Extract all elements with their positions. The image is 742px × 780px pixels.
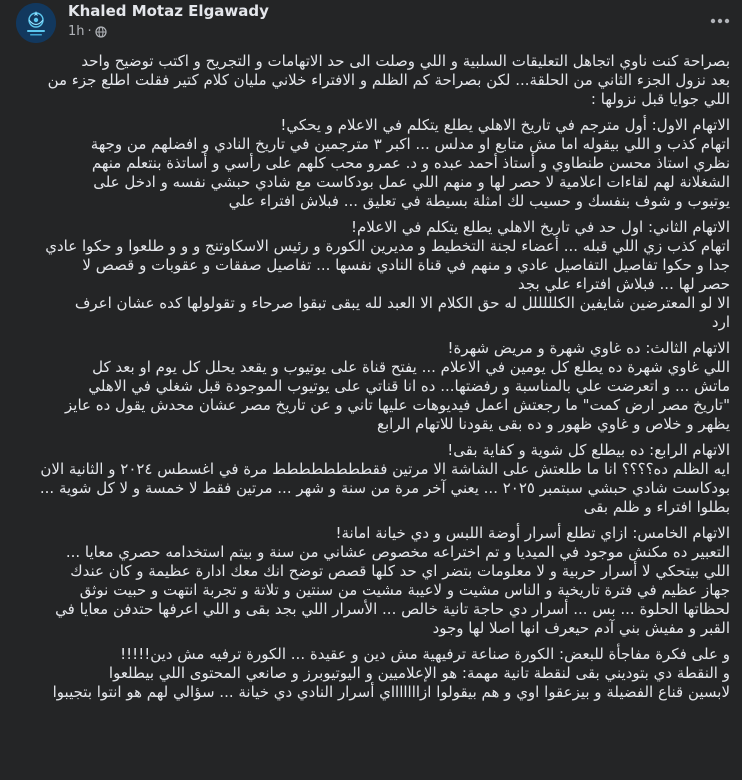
post-text-line: بصراحة كنت ناوي اتجاهل التعليقات السلبية و اللي وصلت الى حد الاتهامات و التجريح و اكتب توضيح واحد — [81, 52, 730, 70]
post-header — [16, 0, 742, 46]
post-text-line: بعد نزول الجزء الثاني من الحلقة... لكن بصراحة كم الظلم و الافتراء خلاني مليان كلام كتير فقلت اطلع جزء من — [47, 71, 730, 89]
post-text-line: بودكاست شادي حبشي سبتمبر ٢٠٢٥ ... يعني آخر مرة من سنة و شهر ... مرتين فقط لا خمسة و لا كل شوية ... — [39, 479, 730, 497]
more-options-button[interactable] — [704, 8, 736, 34]
post-text-line: جهاز عظيم في فترة تاريخية و الناس مشيت و لاعيبة مشيت من سنتين و تلاتة و تجربة انتهت و حبيت نوثق — [79, 581, 730, 599]
paragraph-accusation-4 — [12, 441, 730, 517]
post-text-line: الشغلانة لهم لقاءات اعلامية لا حصر لها و منهم اللي عمل بودكاست مع شادي حبشي نفسه و ادخل على — [93, 173, 730, 191]
post-text-line: يوتيوب و شوف بنفسك و حسيب لك امثلة بسيطة في تعليق ... فبلاش افتراء علي — [228, 192, 730, 210]
post-text-line: الاتهام الخامس: ازاي تطلع أسرار أوضة اللبس و دي خيانة امانة! — [335, 524, 730, 542]
post-text-line: ايه الظلم ده؟؟؟؟ انا ما طلعتش على الشاشة الا مرتين فقطططططططط مرة في اغسطس ٢٠٢٤ و الثانية الان — [40, 460, 730, 478]
post-text-line: اتهام كذب و اللي بيقوله اما مش متابع او مدلس ... اكبر ٣ مترجمين في تاريخ النادي و افضلهم من وجهة — [90, 135, 730, 153]
post-text-line: اللي غاوي شهرة ده يطلع كل يومين في الاعلام ... يفتح قناة على يوتيوب و يقعد يحلل كل يوم او بعد كل — [92, 358, 730, 376]
post-meta — [68, 24, 107, 39]
post-text-line: لابسين قناع الفضيلة و بيزعقوا اوي و هم بيقولوا ازاااااااي أسرار النادي دي خيانة ... سؤالي لهم هو انتوا بتجيبوا — [52, 683, 730, 701]
post-text-line: ارد — [711, 313, 730, 331]
post-text-line: حصر لها ... فبلاش افتراء علي بجد — [518, 275, 730, 293]
paragraph-closing — [12, 645, 730, 702]
post-text-line: اللي بيتحكي لا أسرار حربية و لا معلومات بتضر اي حد كلها قصص توضح انك معك ادارة عظيمة و كان عندك — [70, 562, 730, 580]
page-logo-icon — [16, 3, 56, 43]
more-options-icon — [710, 18, 730, 24]
post-text-line: يظهر و خلاص و غاوي ظهور و ده بقى يقودنا للاتهام الرابع — [377, 415, 730, 433]
paragraph-accusation-5 — [12, 524, 730, 638]
post-text-line: و النقطة دي بتوديني بقى لنقطة تانية مهمة: هو الإعلاميين و اليوتيوبرز و صانعي المحتوى اللي بيطلعوا — [108, 664, 730, 682]
post-text-line: الاتهام الاول: أول مترجم في تاريخ الاهلي يطلع يتكلم في الاعلام و يحكي! — [280, 116, 730, 134]
globe-icon[interactable] — [95, 26, 107, 38]
post-text-line: اللي جوايا قبل نزولها : — [590, 90, 730, 108]
meta-separator: · — [87, 24, 92, 39]
post-text-line: نظري استاذ محسن طنطاوي و أستاذ أحمد عبده و د. عمرو محب كلهم على رأسي و أساتذة بنتعلم منهم — [91, 154, 730, 172]
post-body — [12, 52, 730, 709]
paragraph-accusation-2 — [12, 218, 730, 332]
post-text-line: الا لو المعترضين شايفين الكلللللل له حق الكلام الا العبد لله يبقى تبقوا صرحاء و تقولولها كده عشان اعرف — [74, 294, 730, 312]
post-text-line: بطلوا افتراء و ظلم بقى — [583, 498, 730, 516]
paragraph-intro — [12, 52, 730, 109]
post-text-line: لحظاتها الحلوة ... بس ... أسرار دي حاجة تانية خالص ... الأسرار اللي بجد بقى و اللي اعرفها حتدفن معايا في — [55, 600, 730, 618]
post-text-line: "تاريخ مصر ارض كمت" ما رجعتش اعمل فيديوهات عليها تاني و عن تاريخ مصر عشان محدش يقول ده عايز — [65, 396, 730, 414]
post-text-line: الاتهام الثالث: ده غاوي شهرة و مريض شهرة! — [447, 339, 730, 357]
post-text-line: التعبير ده مكنش موجود في الميديا و تم اختراعه مخصوص عشاني من سنة و بيتم استخدامه حصري معايا ... — [65, 543, 730, 561]
post-text-line: القبر و مفيش بني آدم حيعرف انها اصلا لها وجود — [432, 619, 730, 637]
post-text-line: جدا و حكوا تفاصيل التفاصيل عادي و منهم في قناة النادي نفسها ... تفاصيل صفقات و عقوبات و قصص لا — [82, 256, 730, 274]
post-text-line: الاتهام الثاني: اول حد في تاريخ الاهلي يطلع يتكلم في الاعلام! — [351, 218, 730, 236]
author-name[interactable]: Khaled Motaz Elgawady — [68, 2, 269, 20]
post-text-line: ماتش ... و اتعرضت علي بالمناسبة و رفضتها... ده انا قناتي على يوتيوب الموجودة قبل شغلي في الاهلي — [88, 377, 730, 395]
paragraph-accusation-1 — [12, 116, 730, 211]
avatar[interactable] — [16, 3, 56, 43]
post-text-line: و على فكرة مفاجأة للبعض: الكورة صناعة ترفيهية مش دين و عقيدة ... الكورة ترفيه مش دين!!!!! — [120, 645, 730, 663]
post-timestamp[interactable]: 1h — [68, 24, 85, 39]
post-text-line: اتهام كذب زي اللي قبله ... أعضاء لجنة التخطيط و مديرين الكورة و رئيس الاسكاوتنج و و و طلعوا و حكوا عادي — [45, 237, 730, 255]
paragraph-accusation-3 — [12, 339, 730, 434]
post-text-line: الاتهام الرابع: ده بيطلع كل شوية و كفاية بقى! — [447, 441, 730, 459]
